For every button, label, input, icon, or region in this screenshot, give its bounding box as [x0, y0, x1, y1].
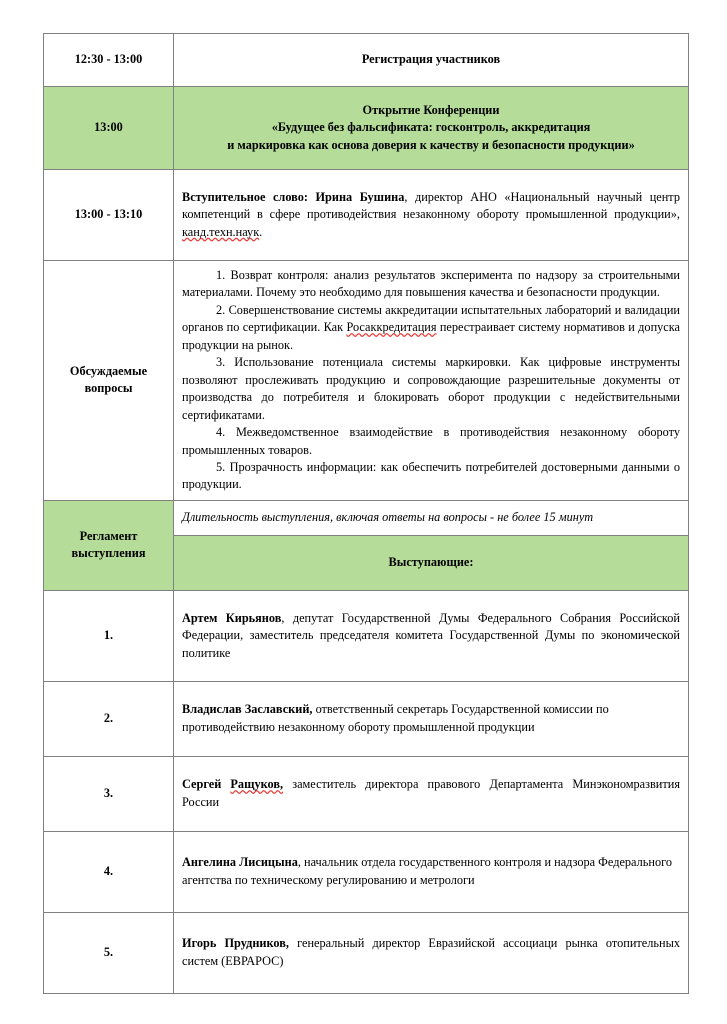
speaker-5-details	[174, 912, 689, 993]
welcome-time: 13:00 - 13:10	[44, 170, 174, 261]
welcome-text-cell	[174, 170, 689, 261]
speaker-1-name: Артем Кирьянов	[182, 610, 282, 625]
opening-time: 13:00	[44, 87, 174, 170]
conference-agenda-table	[43, 33, 689, 994]
table-row-speaker-2	[44, 681, 689, 756]
welcome-description-part-2: .	[259, 224, 263, 239]
speaker-3-name-spellcheck: Ращуков,	[230, 777, 284, 792]
discussion-point-3	[182, 354, 680, 424]
speaker-2-details	[174, 681, 689, 756]
discussion-point-2-text-before: Совершенствование системы аккредитации испытательных лабораторий и валидации органов по сертификации. Как	[182, 302, 681, 335]
registration-time: 12:30 - 13:00	[44, 34, 174, 87]
table-row-speaker-1	[44, 590, 689, 681]
discussion-point-5-text: Прозрачность информации: как обеспечить потребителей достоверными данными о продукции.	[182, 459, 680, 492]
welcome-degree-spellcheck: канд.техн.наук	[182, 224, 260, 239]
table-row-registration	[44, 34, 689, 87]
speaker-2-name: Владислав Заславский,	[182, 702, 313, 717]
discussion-points-cell	[174, 261, 689, 501]
discussion-label-line-2: вопросы	[84, 381, 133, 396]
discussion-point-3-text: Использование потенциала системы маркировки. Как цифровые инструменты позволяют прослеживать продукцию и сопровождающие разрешительные документы от производства до потребителя и блокировать оборот продукции с недействительными сертификатами.	[182, 355, 680, 422]
speaker-4-details	[174, 831, 689, 912]
regulations-label	[44, 500, 174, 590]
discussion-point-2-text-after: перестраивает систему нормативов и допуска продукции на рынок.	[182, 320, 681, 352]
discussion-point-1	[182, 267, 680, 302]
opening-title-block	[174, 87, 689, 170]
welcome-lead-label: Вступительное слово:	[182, 189, 308, 204]
discussion-point-2-spellcheck-word: Росаккредитация	[346, 320, 437, 335]
opening-title-line-3: и маркировка как основа доверия к качеству и безопасности продукции»	[227, 137, 635, 152]
welcome-description-part-1: , директор АНО «Национальный научный центр компетенций в сфере противодействия незаконному обороту промышленной продукции»,	[182, 189, 680, 222]
discussion-point-4-text: Межведомственное взаимодействие в противодействия незаконному обороту промышленных товаров.	[182, 425, 680, 457]
discussion-point-4	[182, 424, 680, 459]
speakers-header: Выступающие:	[174, 535, 689, 590]
duration-note: Длительность выступления, включая ответы на вопросы - не более 15 минут	[174, 500, 689, 535]
discussion-point-1-number: 1.	[216, 268, 226, 282]
discussion-label-line-1: Обсуждаемые	[69, 363, 148, 378]
speaker-5-description: генеральный директор Евразийской ассоциаци рынка отопительных систем (ЕВРАРОС)	[182, 936, 680, 968]
table-row-speaker-3	[44, 756, 689, 831]
speaker-4-description: , начальник отдела государственного контроля и надзора Федерального агентства по техническому регулированию и метрологи	[182, 855, 672, 887]
speaker-1-number: 1.	[44, 590, 174, 681]
speaker-5-number: 5.	[44, 912, 174, 993]
speaker-3-name-plain: Сергей	[182, 777, 231, 792]
table-row-opening	[44, 87, 689, 170]
opening-title-line-2: «Будущее без фальсификата: госконтроль, аккредитация	[271, 120, 591, 135]
opening-title-line-1: Открытие Конференции	[362, 102, 500, 117]
discussion-point-4-number: 4.	[216, 425, 226, 440]
speaker-5-name: Игорь Прудников,	[182, 936, 289, 951]
discussion-point-1-text: Возврат контроля: анализ результатов эксперимента по надзору за строительными материалами. Почему это необходимо для повышения качества и безопасности продукции.	[182, 268, 681, 300]
speaker-4-name: Ангелина Лисицына	[182, 855, 298, 870]
discussion-point-5	[182, 459, 680, 494]
speaker-4-number: 4.	[44, 831, 174, 912]
discussion-point-2-number: 2.	[216, 302, 226, 317]
table-row-duration-note	[44, 500, 689, 535]
table-row-speaker-5	[44, 912, 689, 993]
table-row-welcome	[44, 170, 689, 261]
discussion-label	[44, 261, 174, 501]
speaker-1-details	[174, 590, 689, 681]
speaker-3-number: 3.	[44, 756, 174, 831]
discussion-point-5-number: 5.	[216, 459, 226, 474]
regulations-label-line-1: Регламент	[79, 528, 138, 543]
discussion-point-3-number: 3.	[216, 355, 226, 370]
speaker-3-details	[174, 756, 689, 831]
speaker-1-description: , депутат Государственной Думы Федерального Собрания Российской Федерации, заместитель председателя комитета Государственной Думы по экономической политике	[182, 610, 681, 660]
registration-title: Регистрация участников	[174, 34, 689, 87]
agenda-page	[43, 33, 688, 994]
table-row-speaker-4	[44, 831, 689, 912]
table-row-discussion	[44, 261, 689, 501]
welcome-speaker-name: Ирина Бушина	[315, 189, 405, 204]
speaker-3-description: заместитель директора правового Департамента Минэкономразвития России	[182, 777, 680, 809]
discussion-point-2	[182, 302, 680, 354]
regulations-label-line-2: выступления	[71, 546, 146, 561]
speaker-2-number: 2.	[44, 681, 174, 756]
speaker-2-description: ответственный секретарь Государственной комиссии по противодействию незаконному обороту промышленной продукции	[182, 702, 609, 734]
